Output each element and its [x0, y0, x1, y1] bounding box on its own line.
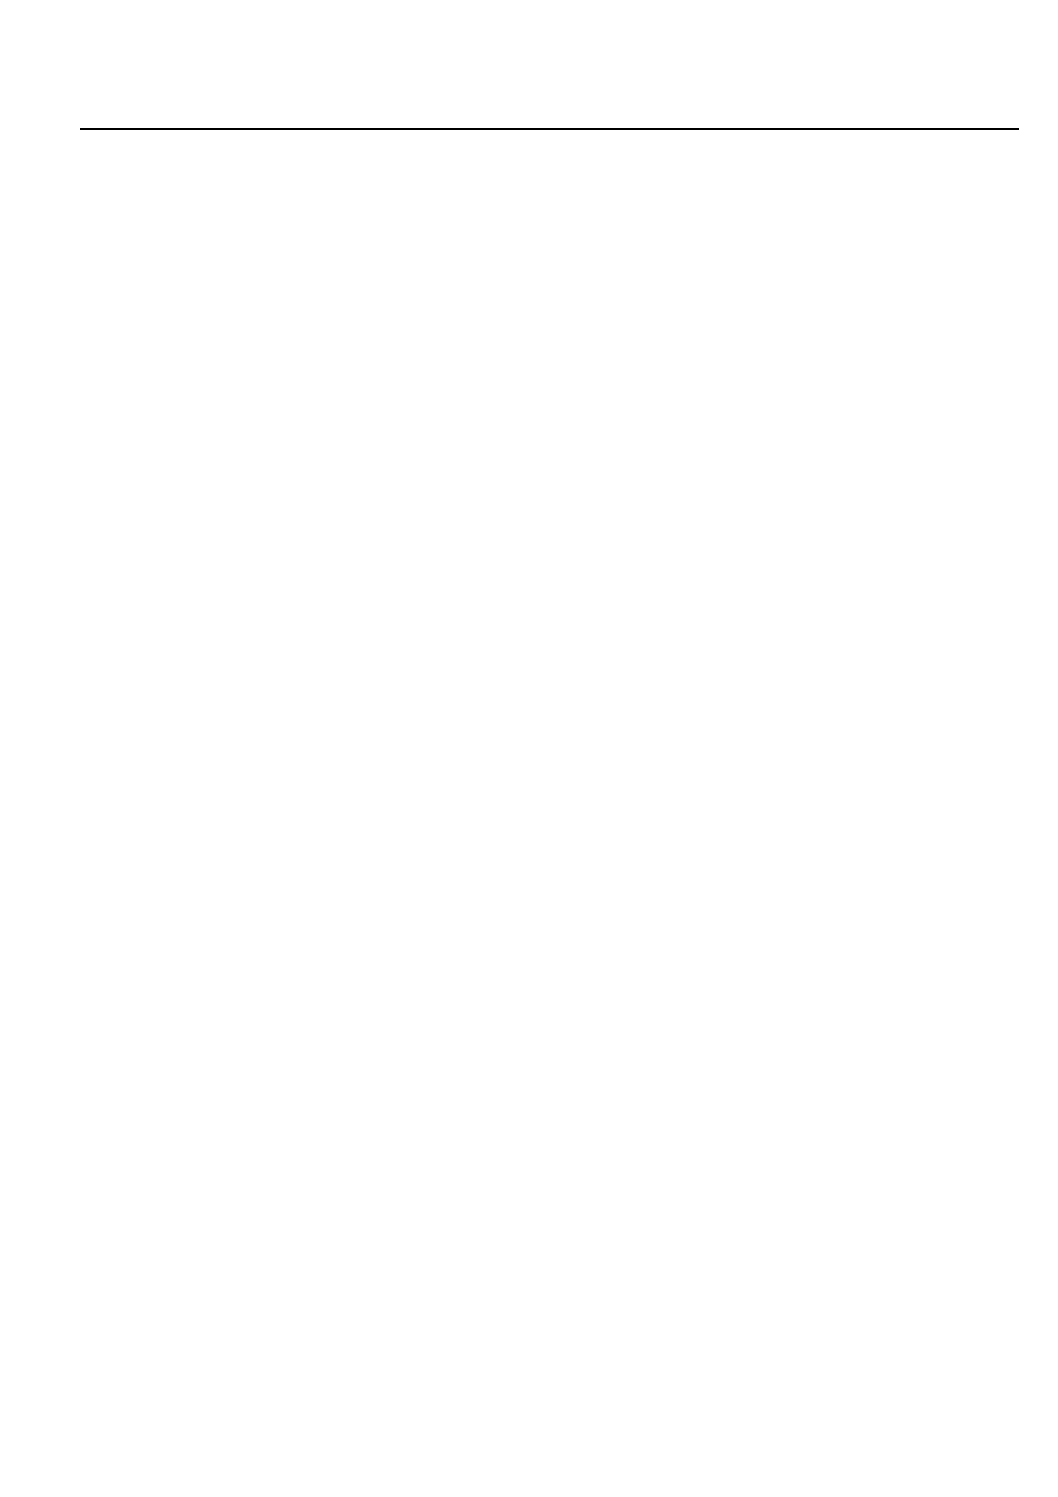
ranking-table	[80, 128, 1019, 130]
